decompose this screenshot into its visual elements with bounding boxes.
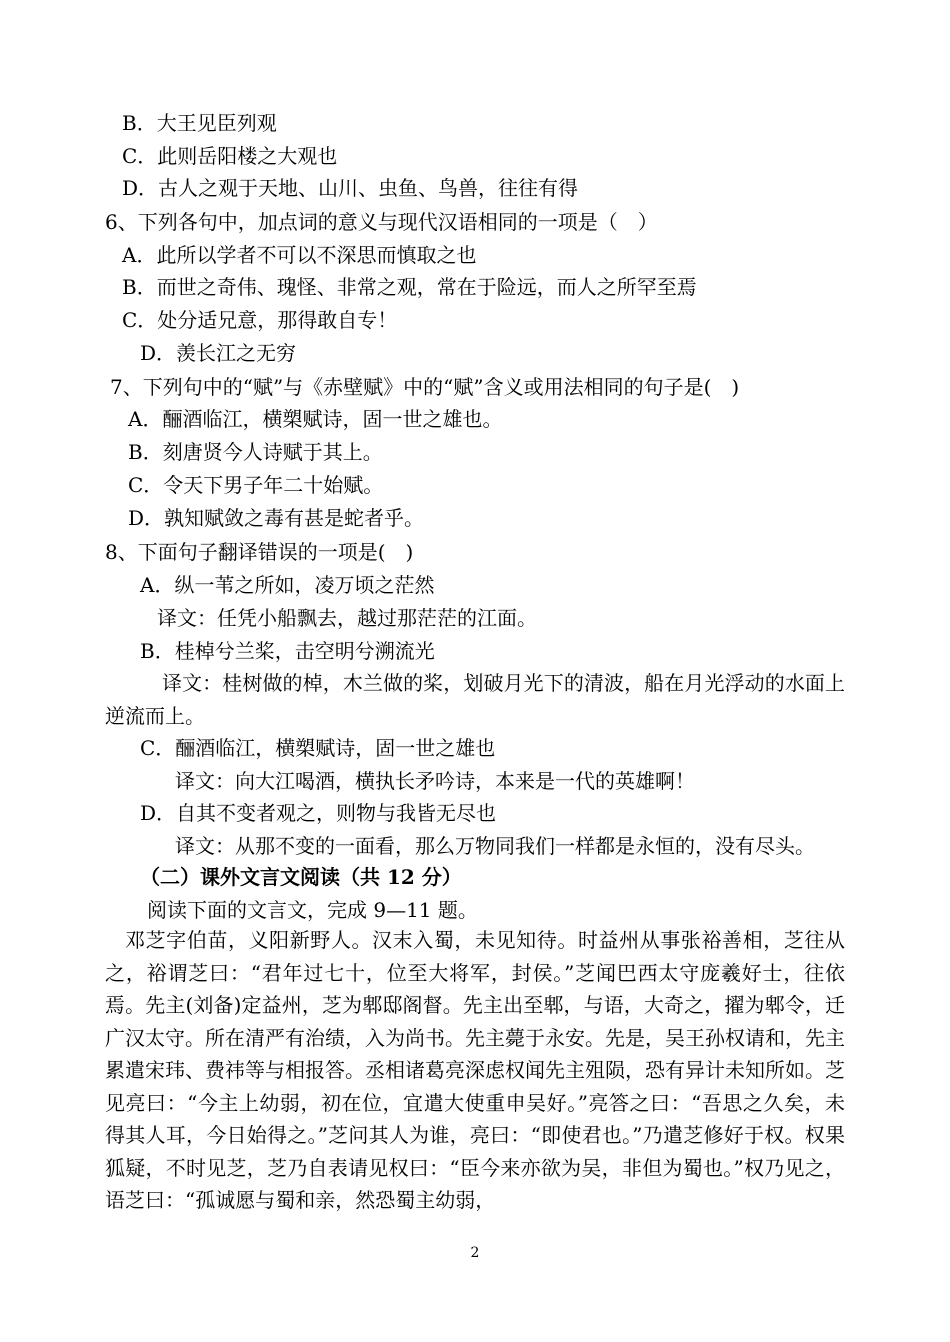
q7-option-a: A．酾酒临江，横槊赋诗，固一世之雄也。	[128, 407, 503, 431]
q6-option-c: C．处分适兄意，那得敢自专！	[122, 308, 398, 332]
q7-option-c: C．令天下男子年二十始赋。	[128, 473, 384, 497]
q8-option-a: A．纵一苇之所如，凌万顷之茫然	[140, 573, 435, 597]
q8-option-c: C．酾酒临江，横槊赋诗，固一世之雄也	[140, 736, 496, 760]
q7-option-d: D．孰知赋敛之毒有甚是蛇者乎。	[128, 506, 425, 530]
q6-option-b: B．而世之奇伟、瑰怪、非常之观，常在于险远，而人之所罕至焉	[122, 275, 697, 299]
q8-option-a-translation: 译文：任凭小船飘去，越过那茫茫的江面。	[157, 606, 537, 630]
q7-stem: 7、下列句中的“赋”与《赤壁赋》中的“赋”含义或用法相同的句子是( )	[110, 375, 740, 399]
section-heading: （二）课外文言文阅读（共 12 分）	[140, 865, 462, 889]
q8-option-b-translation: 译文：桂树做的棹，木兰做的桨，划破月光下的清波，船在月光浮动的水面上逆流而上。	[105, 671, 845, 728]
q5-option-b: B．大王见臣列观	[122, 111, 277, 135]
page-number: 2	[470, 1245, 480, 1261]
q8-option-d: D．自其不变者观之，则物与我皆无尽也	[140, 801, 497, 825]
reading-instruction: 阅读下面的文言文，完成 9—11 题。	[147, 898, 478, 922]
q6-stem: 6、下列各句中，加点词的意义与现代汉语相同的一项是（ ）	[105, 210, 658, 234]
q8-option-b: B．桂棹兮兰桨，击空明兮溯流光	[140, 639, 435, 663]
classical-passage: 邓芝字伯苗，义阳新野人。汉末入蜀，未见知待。时益州从事张裕善相，芝往从之，裕谓芝曰：“君年过七十，位至大将军，封侯。”芝闻巴西太守庞羲好士，往依焉。先主(刘备)定益州，芝为郫邸阁督。先主出至郫，与语，大奇之，擢为郫令，迁广汉太守。所在清严有治绩，入为尚书。先主薨于永安。先是，吴王孙权请和，先主累遣宋玮、费祎等与相报答。丞相诸葛亮深虑权闻先主殂陨，恐有异计未知所如。芝见亮曰：“今主上幼弱，初在位，宜遣大使重申吴好。”亮答之曰：“吾思之久矣，未得其人耳，今日始得之。”芝问其人为谁，亮曰：“即使君也。”乃遣芝修好于权。权果狐疑，不时见芝，芝乃自表请见权曰：“臣今来亦欲为吴，非但为蜀也。”权乃见之，语芝曰：“孤诚愿与蜀和亲，然恐蜀主幼弱，	[105, 928, 845, 1212]
q6-option-d: D．羡长江之无穷	[140, 341, 297, 365]
q8-option-c-translation: 译文：向大江喝酒，横执长矛吟诗，本来是一代的英雄啊！	[175, 769, 695, 793]
q6-option-a: A．此所以学者不可以不深思而慎取之也	[122, 243, 477, 267]
q5-option-c: C．此则岳阳楼之大观也	[122, 144, 338, 168]
q5-option-d: D．古人之观于天地、山川、虫鱼、鸟兽，往往有得	[122, 176, 579, 200]
q8-stem: 8、下面句子翻译错误的一项是( )	[105, 540, 414, 564]
q7-option-b: B．刻唐贤今人诗赋于其上。	[128, 440, 383, 464]
q8-option-d-translation: 译文：从那不变的一面看，那么万物同我们一样都是永恒的，没有尽头。	[175, 834, 815, 858]
